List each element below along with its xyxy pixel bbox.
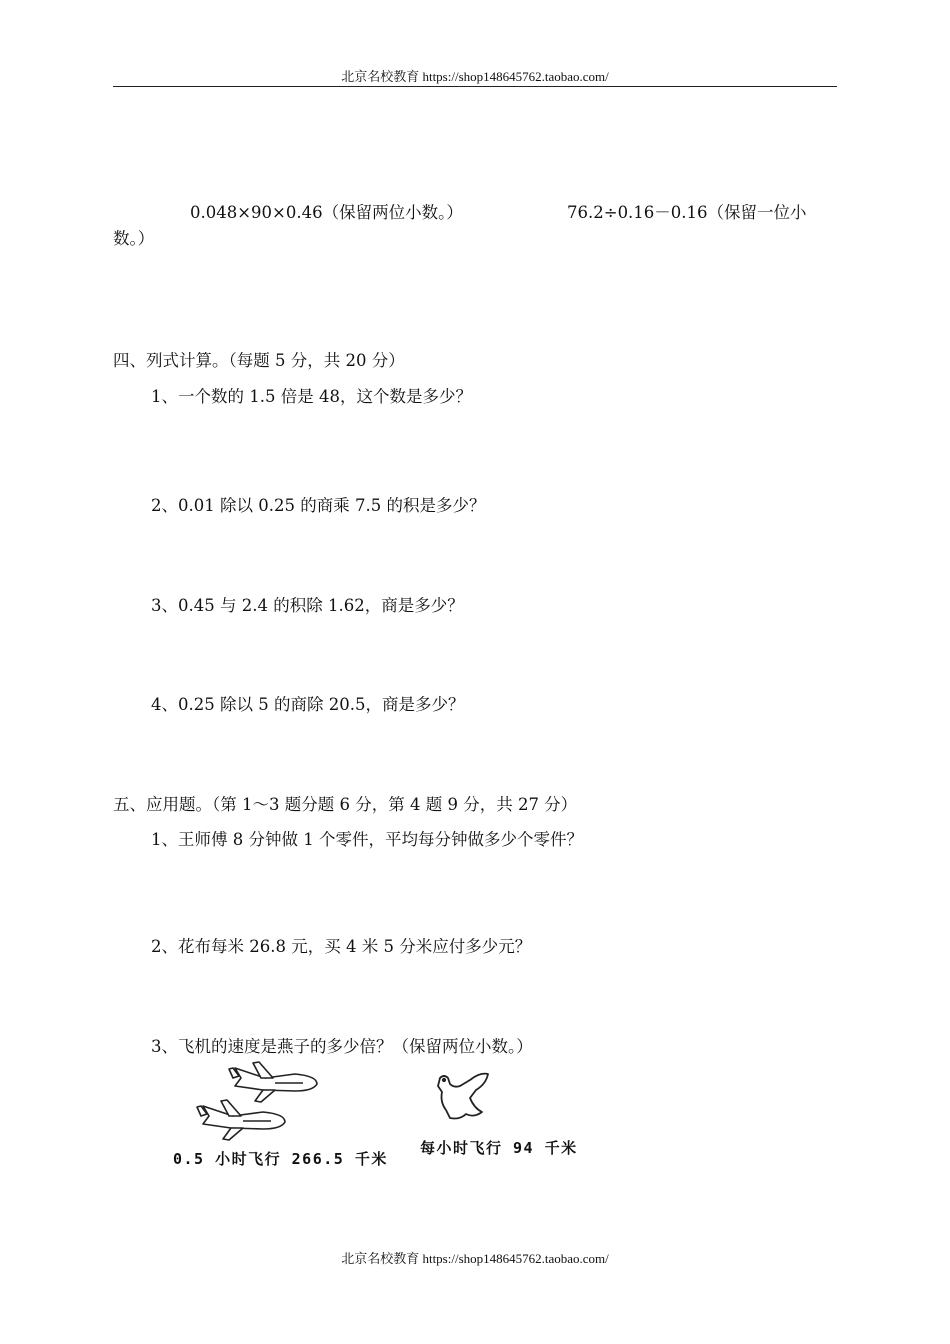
section-5-question-1: 1、王师傅 8 分钟做 1 个零件，平均每分钟做多少个零件？: [151, 830, 583, 849]
bird-caption: 每小时飞行 94 千米: [420, 1139, 578, 1157]
section-4-question-3: 3、0.45 与 2.4 的积除 1.62，商是多少？: [151, 596, 464, 615]
section-4-title: 四、列式计算。（每题 5 分，共 20 分）: [113, 351, 405, 370]
section-4-question-4: 4、0.25 除以 5 的商除 20.5，商是多少？: [151, 695, 465, 714]
calc-expression-2-continued: 数。）: [113, 229, 155, 248]
bird-icon: [430, 1068, 494, 1128]
page-header: 北京名校教育 https://shop148645762.taobao.com/: [341, 69, 609, 84]
section-5-question-3: 3、飞机的速度是燕子的多少倍？（保留两位小数。）: [151, 1037, 533, 1056]
calc-expression-2: 76.2÷0.16－0.16（保留一位小: [567, 203, 807, 222]
section-5-title: 五、应用题。（第 1～3 题分题 6 分，第 4 题 9 分，共 27 分）: [113, 795, 578, 814]
section-4-question-1: 1、一个数的 1.5 倍是 48，这个数是多少？: [151, 387, 472, 406]
page-footer: 北京名校教育 https://shop148645762.taobao.com/: [341, 1251, 609, 1266]
section-4-question-2: 2、0.01 除以 0.25 的商乘 7.5 的积是多少？: [151, 496, 486, 515]
plane-caption: 0.5 小时飞行 266.5 千米: [173, 1150, 388, 1168]
section-5-question-2: 2、花布每米 26.8 元，买 4 米 5 分米应付多少元？: [151, 937, 532, 956]
header-rule: [113, 86, 837, 87]
airplanes-icon: [195, 1058, 335, 1148]
calc-expression-1: 0.048×90×0.46（保留两位小数。）: [190, 203, 463, 222]
